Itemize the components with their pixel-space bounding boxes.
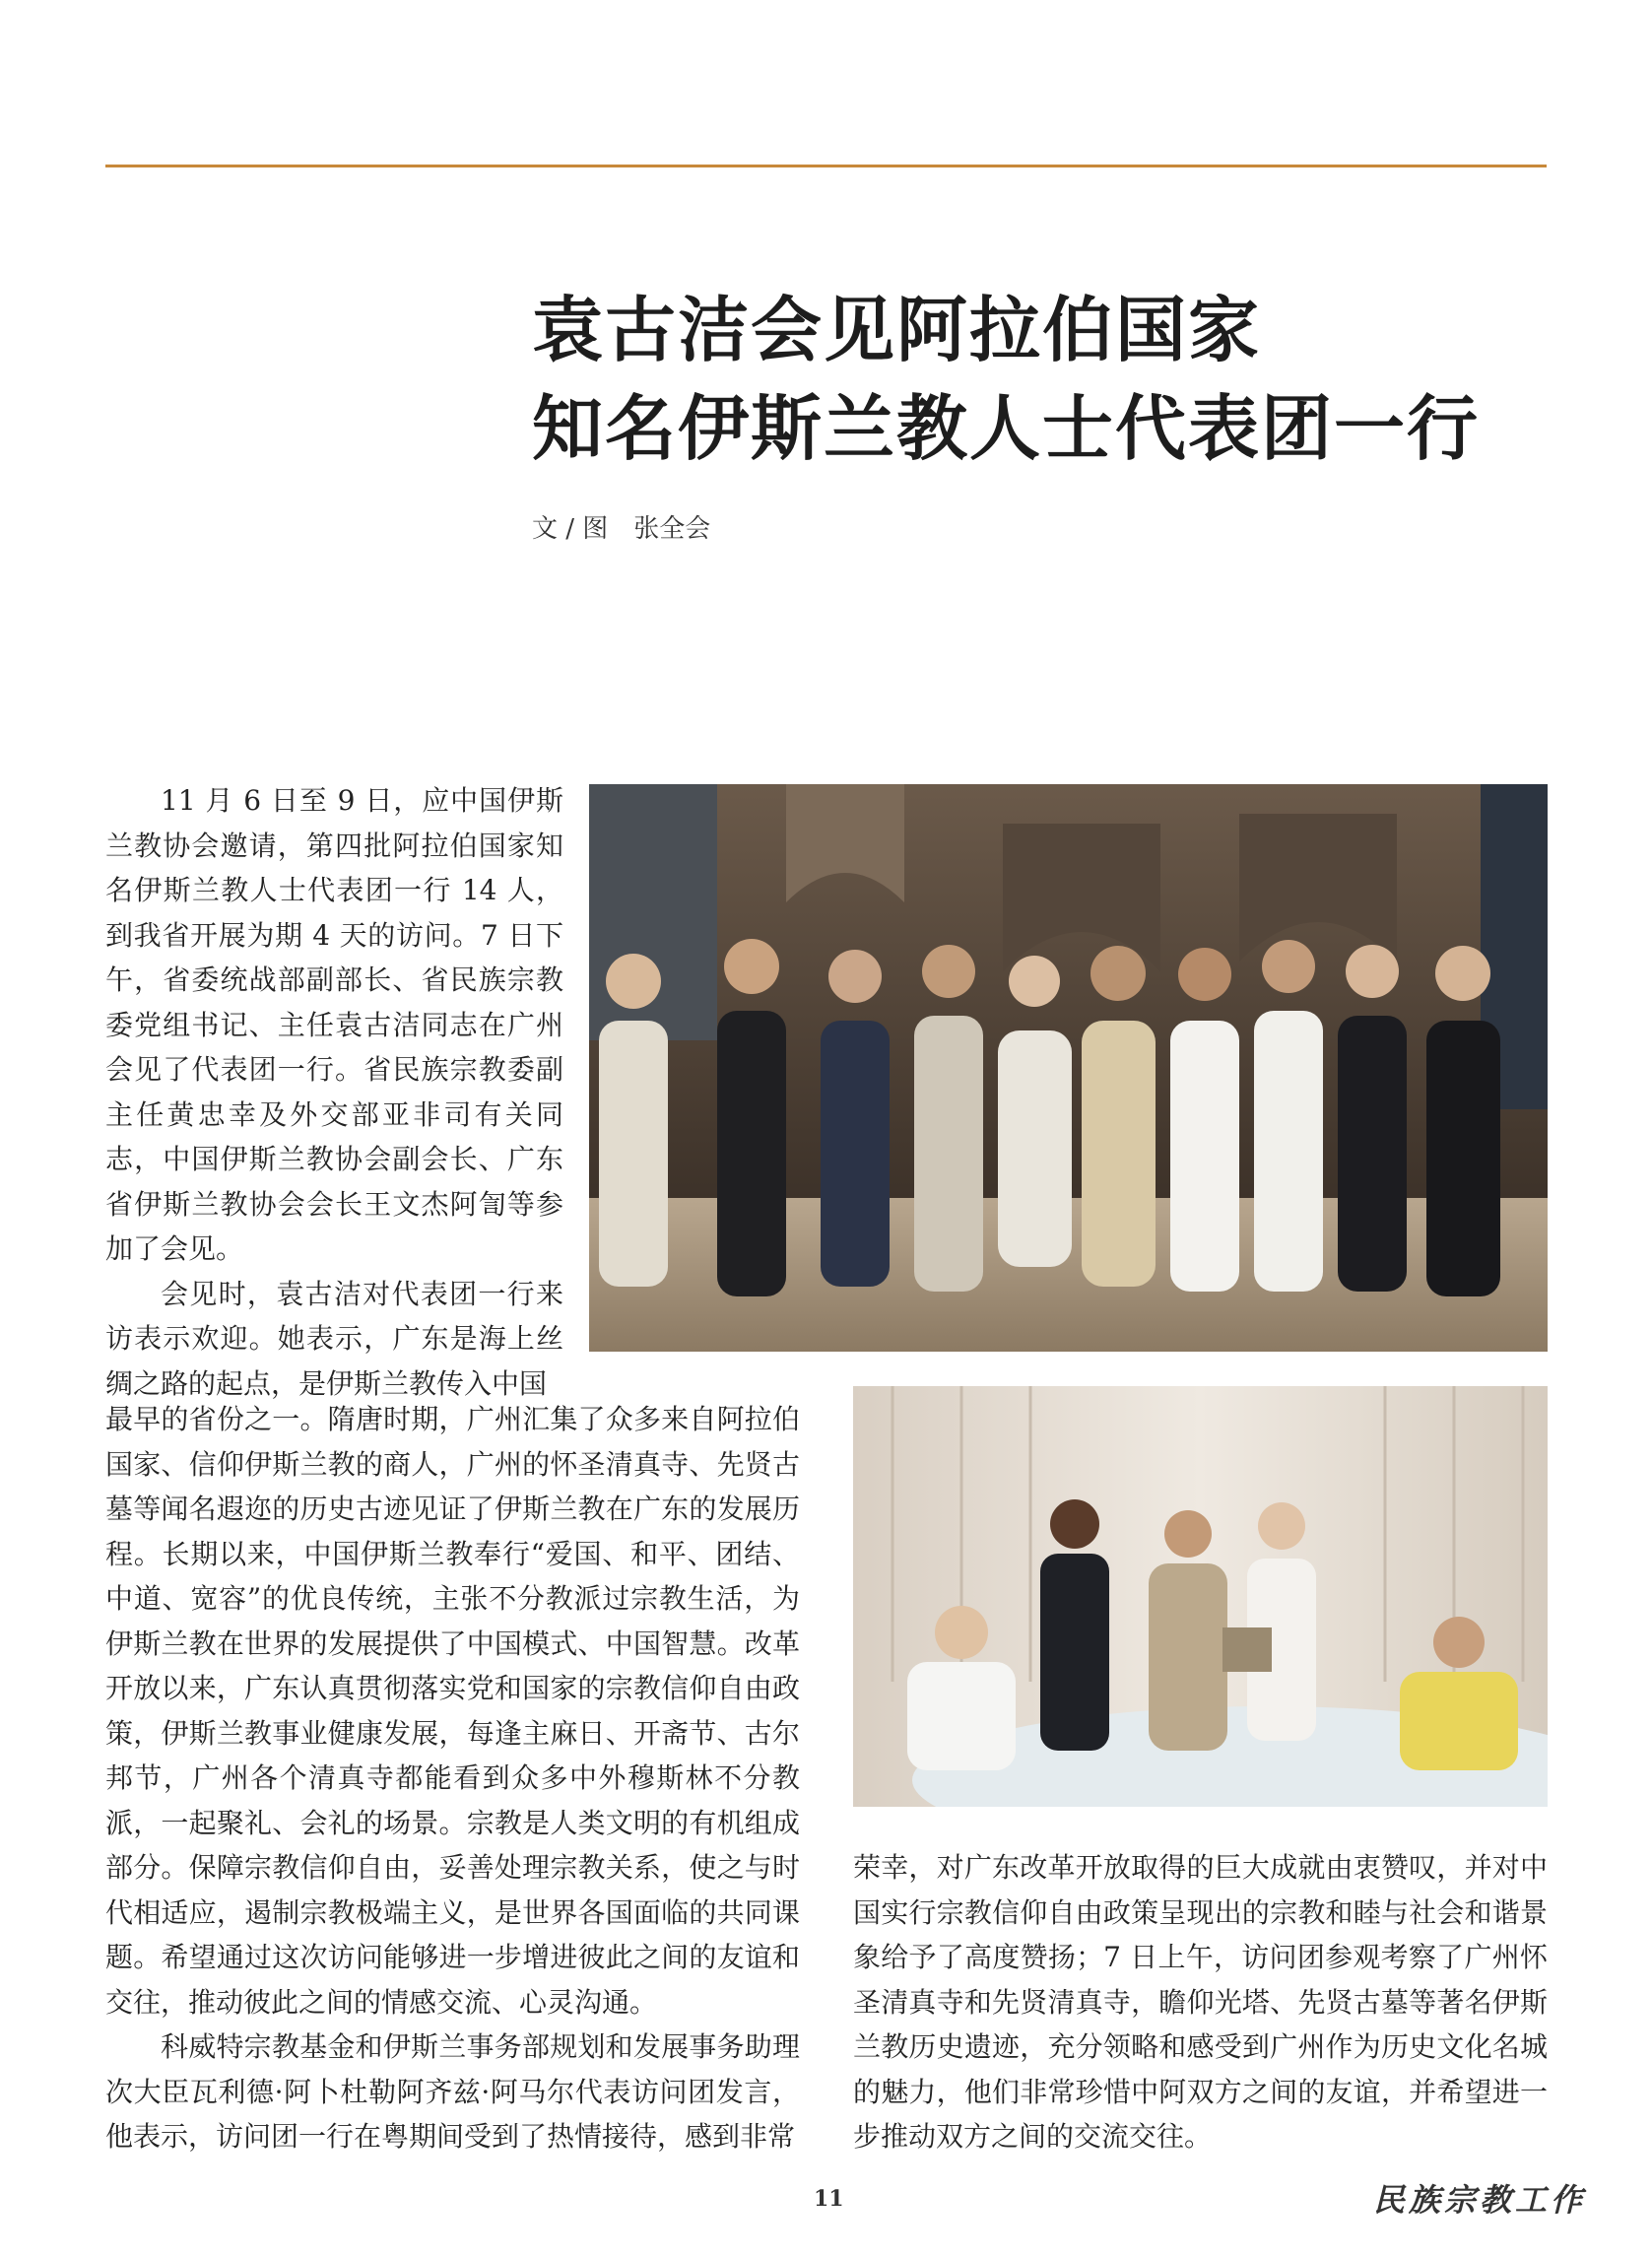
paragraph-3-continued: 荣幸，对广东改革开放取得的巨大成就由衷赞叹，并对中国实行宗教信仰自由政策呈现出的宗教和睦与社会和谐景象给予了高度赞扬；7 日上午，访问团参观考察了广州怀圣清真寺和先贤清真寺，瞻仰光塔、先贤古墓等著名伊斯兰教历史遗迹，充分领略和感受到广州作为历史文化名城的魅力，他们非常珍惜中阿双方之间的友谊，并希望进一步推动双方之间的交流交往。 [853, 1851, 1548, 2153]
photo-gift-exchange [853, 1386, 1548, 1807]
paragraph-1: 11 月 6 日至 9 日，应中国伊斯兰教协会邀请，第四批阿拉伯国家知名伊斯兰教人士代表团一行 14 人，到我省开展为期 4 天的访问。7 日下午，省委统战部副部长、省民族宗教委党组书记、主任袁古洁同志在广州会见了代表团一行。省民族宗教委副主任黄忠幸及外交部亚非司有关同志，中国伊斯兰教协会副会长、广东省伊斯兰教协会会长王文杰阿訇等参加了会见。 [105, 784, 563, 1265]
photo-group-meeting [589, 784, 1548, 1352]
magazine-logo: 民族宗教工作 [1373, 2181, 1587, 2219]
body-column-left-lower [105, 1397, 800, 2159]
header-rule [105, 165, 1547, 167]
title-line-2: 知名伊斯兰教人士代表团一行 [532, 386, 1481, 470]
byline-label: 文 / 图 [532, 514, 609, 544]
title-line-1: 袁古洁会见阿拉伯国家 [532, 288, 1262, 371]
body-column-right [853, 1845, 1548, 2159]
body-column-left-upper [105, 778, 563, 1406]
paragraph-3: 科威特宗教基金和伊斯兰事务部规划和发展事务助理次大臣瓦利德·阿卜杜勒阿齐兹·阿马尔代表访问团发言，他表示，访问团一行在粤期间受到了热情接待，感到非常 [105, 2030, 800, 2153]
paragraph-2-continued: 最早的省份之一。隋唐时期，广州汇集了众多来自阿拉伯国家、信仰伊斯兰教的商人，广州的怀圣清真寺、先贤古墓等闻名遐迩的历史古迹见证了伊斯兰教在广东的发展历程。长期以来，中国伊斯兰教奉行“爱国、和平、团结、中道、宽容”的优良传统，主张不分教派过宗教生活，为伊斯兰教在世界的发展提供了中国模式、中国智慧。改革开放以来，广东认真贯彻落实党和国家的宗教信仰自由政策，伊斯兰教事业健康发展，每逢主麻日、开斋节、古尔邦节，广州各个清真寺都能看到众多中外穆斯林不分教派，一起聚礼、会礼的场景。宗教是人类文明的有机组成部分。保障宗教信仰自由，妥善处理宗教关系，使之与时代相适应，遏制宗教极端主义，是世界各国面临的共同课题。希望通过这次访问能够进一步增进彼此之间的友谊和交往，推动彼此之间的情感交流、心灵沟通。 [105, 1403, 800, 2019]
article-title [532, 281, 1556, 478]
page-number: 11 [814, 2186, 844, 2212]
byline [532, 508, 710, 545]
paragraph-2-start: 会见时，袁古洁对代表团一行来访表示欢迎。她表示，广东是海上丝绸之路的起点，是伊斯兰教传入中国 [105, 1277, 563, 1400]
byline-author: 张全会 [633, 514, 711, 544]
